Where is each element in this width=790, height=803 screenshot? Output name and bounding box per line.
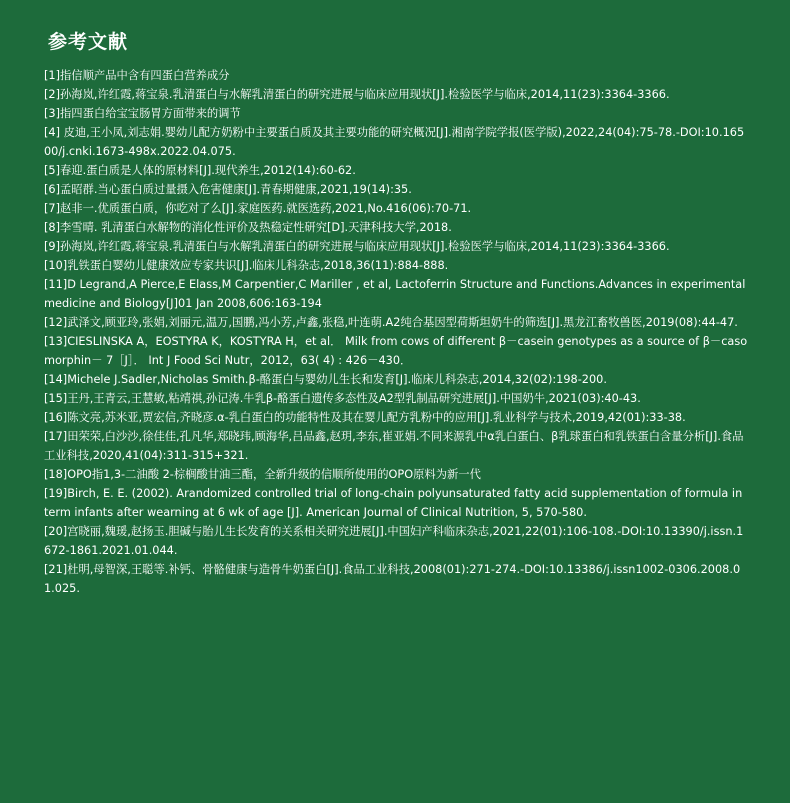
reference-list: [44, 66, 750, 598]
reference-item: [15]王丹,王青云,王慧敏,粘靖祺,孙记涛.牛乳β-酪蛋白遗传多态性及A2型乳制品研究进展[J].中国奶牛,2021(03):40-43.: [44, 392, 641, 405]
reference-item: [1]指信顺产品中含有四蛋白营养成分: [44, 69, 230, 82]
reference-item: [13]CIESLINSKA A，EOSTYRA K，KOSTYRA H，et al． Milk from cows of different β－casein genotypes as a source of β－casomorphin－ 7［J］． Int J Food Sci Nutr，2012，63( 4) : 426－430．: [44, 335, 748, 367]
reference-item: [12]武泽文,顾亚玲,张娟,刘丽元,温万,国鹏,冯小芳,卢鑫,张稳,叶连萌.A2纯合基因型荷斯坦奶牛的筛选[J].黑龙江畜牧兽医,2019(08):44-47.: [44, 316, 738, 329]
reference-item: [18]OPO指1,3-二油酸 2-棕榈酸甘油三酯，全新升级的信顺所使用的OPO原料为新一代: [44, 468, 481, 481]
reference-item: [8]李雪晴. 乳清蛋白水解物的消化性评价及热稳定性研究[D].天津科技大学,2018.: [44, 221, 452, 234]
reference-item: [10]乳铁蛋白婴幼儿健康效应专家共识[J].临床儿科杂志,2018,36(11):884-888.: [44, 259, 449, 272]
reference-item: [6]孟昭群.当心蛋白质过量摄入危害健康[J].青春期健康,2021,19(14):35.: [44, 183, 412, 196]
reference-item: [21]杜明,母智深,王聪等.补钙、骨骼健康与造骨牛奶蛋白[J].食品工业科技,2008(01):271-274.-DOI:10.13386/j.issn1002-0306.2008.01.025.: [44, 563, 741, 595]
reference-item: [7]赵非一.优质蛋白质，你吃对了么[J].家庭医药.就医选药,2021,No.416(06):70-71.: [44, 202, 472, 215]
reference-item: [16]陈文亮,苏米亚,贾宏信,齐晓彦.α-乳白蛋白的功能特性及其在婴儿配方乳粉中的应用[J].乳业科学与技术,2019,42(01):33-38.: [44, 411, 686, 424]
reference-item: [2]孙海岚,许红霞,蒋宝泉.乳清蛋白与水解乳清蛋白的研究进展与临床应用现状[J].检验医学与临床,2014,11(23):3364-3366.: [44, 88, 670, 101]
reference-item: [17]田荣荣,白沙沙,徐佳佳,孔凡华,郑晓玮,顾海华,吕品鑫,赵玥,李东,崔亚娟.不同来源乳中α乳白蛋白、β乳球蛋白和乳铁蛋白含量分析[J].食品工业科技,2020,41(04):311-315+321.: [44, 430, 744, 462]
page-title: 参考文献: [48, 31, 129, 53]
reference-item: [19]Birch, E. E. (2002). Arandomized controlled trial of long-chain polyunsaturated fatty acid supplementation of formula in term infants after wearning at 6 wk of age [J]. American Journal of Clinical Nutrition, 5, 570-580.: [44, 487, 743, 519]
reference-item: [11]D Legrand,A Pierce,E Elass,M Carpentier,C Mariller , et al, Lactoferrin Structure and Functions.Advances in experimental medicine and Biology[J]01 Jan 2008,606:163-194: [44, 278, 746, 310]
reference-item: [3]指四蛋白给宝宝肠胃方面带来的调节: [44, 107, 241, 120]
reference-item: [20]宫晓丽,魏瑗,赵扬玉.胆碱与胎儿生长发育的关系相关研究进展[J].中国妇产科临床杂志,2021,22(01):106-108.-DOI:10.13390/j.issn.1672-1861.2021.01.044.: [44, 525, 744, 557]
reference-item: [9]孙海岚,许红霞,蒋宝泉.乳清蛋白与水解乳清蛋白的研究进展与临床应用现状[J].检验医学与临床,2014,11(23):3364-3366.: [44, 240, 670, 253]
reference-item: [5]春迎.蛋白质是人体的原材料[J].现代养生,2012(14):60-62.: [44, 164, 356, 177]
reference-item: [4] 皮迪,王小凤,刘志娟.婴幼儿配方奶粉中主要蛋白质及其主要功能的研究概况[J].湘南学院学报(医学版),2022,24(04):75-78.-DOI:10.16500/j.cnki.1673-498x.2022.04.075.: [44, 126, 745, 158]
reference-item: [14]Michele J.Sadler,Nicholas Smith.β-酪蛋白与婴幼儿生长和发育[J].临床儿科杂志,2014,32(02):198-200.: [44, 373, 607, 386]
